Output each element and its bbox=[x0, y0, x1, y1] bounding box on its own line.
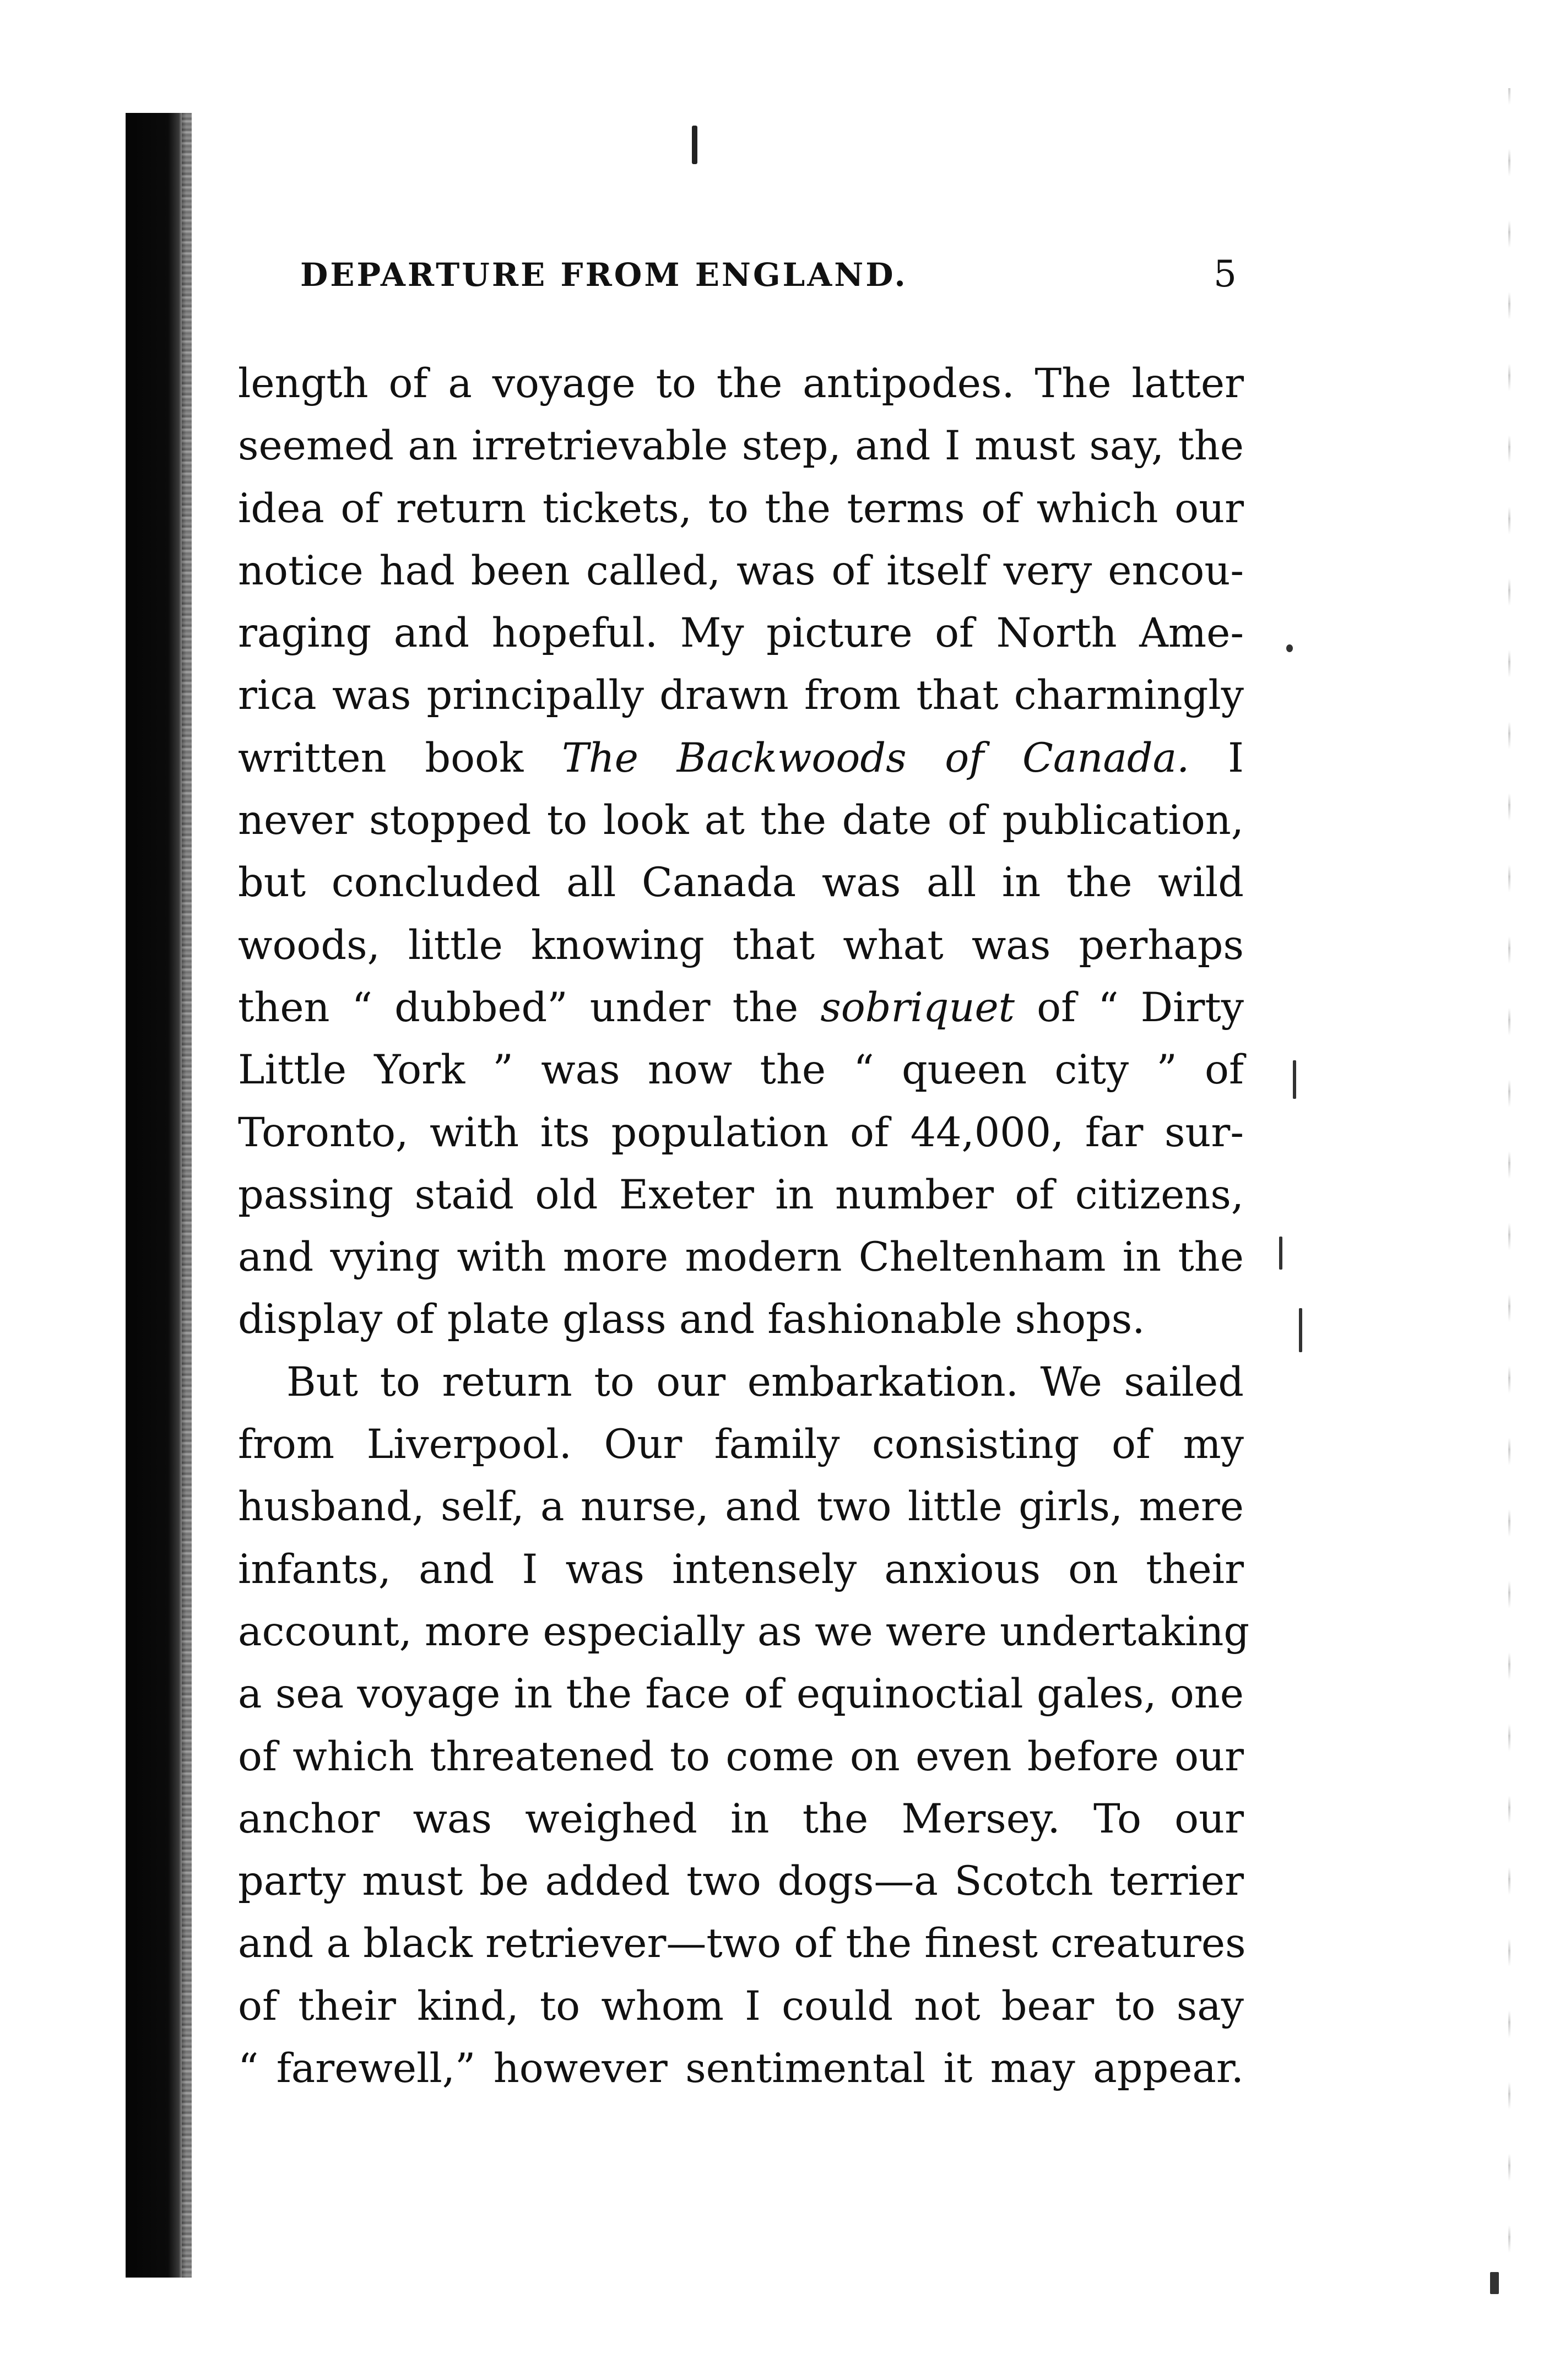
page-number: 5 bbox=[1214, 253, 1237, 295]
text-line: from Liverpool. Our family consisting of my bbox=[238, 1421, 1244, 1468]
text-segment: written book bbox=[238, 734, 562, 782]
text-line: But to return to our embarkation. We sailed bbox=[286, 1358, 1244, 1406]
text-line bbox=[238, 1102, 1244, 1164]
text-line: of which threatened to come on even before our bbox=[238, 1733, 1244, 1780]
text-line: account, more especially as we were undertaking bbox=[238, 1608, 1250, 1655]
body-text bbox=[238, 353, 1250, 2100]
running-head bbox=[300, 253, 1237, 306]
text-segment: woods, little knowing that what was perhaps bbox=[238, 921, 1244, 969]
text-line: infants, and I was intensely anxious on their bbox=[238, 1546, 1244, 1593]
text-line: and a black retriever—two of the finest creatures bbox=[238, 1920, 1246, 1967]
text-segment: seemed an irretrievable step, and I must say, the bbox=[238, 422, 1244, 470]
text-segment: raging and hopeful. My picture of North Ame- bbox=[238, 610, 1244, 657]
paragraph-1 bbox=[238, 353, 1244, 1351]
scan-speck bbox=[1286, 644, 1293, 652]
text-line bbox=[238, 602, 1244, 664]
text-segment: display of plate glass and fashionable shops. bbox=[238, 1296, 1145, 1343]
text-line: “ farewell,” however sentimental it may appear. bbox=[238, 2045, 1244, 2092]
text-line bbox=[238, 789, 1244, 852]
text-segment: Little York ” was now the “ queen city ” of bbox=[238, 1047, 1244, 1094]
text-segment: length of a voyage to the antipodes. The latter bbox=[238, 360, 1244, 407]
text-line: of their kind, to whom I could not bear to say bbox=[238, 1982, 1244, 2030]
text-line bbox=[238, 914, 1244, 977]
text-line bbox=[238, 977, 1244, 1039]
text-segment: passing staid old Exeter in number of citizens, bbox=[238, 1171, 1244, 1218]
binding-shadow bbox=[126, 113, 186, 2278]
scan-speck bbox=[1279, 1237, 1282, 1270]
text-line: anchor was weighed in the Mersey. To our bbox=[238, 1795, 1244, 1842]
text-segment: Toronto, with its population of 44,000, far sur- bbox=[238, 1109, 1244, 1156]
text-line bbox=[238, 1039, 1244, 1101]
binding-edge bbox=[182, 113, 192, 2278]
text-segment: rica was principally drawn from that charmingly bbox=[238, 672, 1244, 719]
paragraph-2 bbox=[238, 1351, 1250, 2100]
scan-speck bbox=[1490, 2272, 1499, 2294]
text-line: husband, self, a nurse, and two little girls, mere bbox=[238, 1483, 1244, 1531]
text-line: a sea voyage in the face of equinoctial gales, one bbox=[238, 1671, 1244, 1718]
text-line: party must be added two dogs—a Scotch terrier bbox=[238, 1858, 1244, 1905]
running-title: DEPARTURE FROM ENGLAND. bbox=[300, 256, 908, 294]
text-line bbox=[238, 727, 1244, 789]
text-segment: but concluded all Canada was all in the wild bbox=[238, 859, 1244, 907]
text-segment: and vying with more modern Cheltenham in the bbox=[238, 1234, 1244, 1281]
italic-title: The Backwoods of Canada. bbox=[562, 734, 1190, 782]
text-line bbox=[238, 1226, 1244, 1288]
scan-speck bbox=[1293, 1060, 1296, 1099]
text-line bbox=[238, 415, 1244, 477]
text-segment: idea of return tickets, to the terms of which our bbox=[238, 485, 1244, 532]
text-segment: never stopped to look at the date of publication, bbox=[238, 797, 1244, 844]
text-line bbox=[238, 478, 1244, 540]
text-line bbox=[238, 540, 1244, 602]
text-segment: I bbox=[1189, 734, 1244, 782]
text-line bbox=[238, 1164, 1244, 1226]
page-right-edge bbox=[1508, 88, 1510, 2291]
text-line bbox=[238, 1288, 1244, 1351]
text-segment: notice had been called, was of itself very encou- bbox=[238, 547, 1244, 594]
text-segment: of “ Dirty bbox=[1015, 984, 1244, 1031]
text-line bbox=[238, 852, 1244, 914]
italic-title: sobriquet bbox=[820, 984, 1015, 1031]
scan-mark bbox=[692, 126, 697, 164]
text-segment: then “ dubbed” under the bbox=[238, 984, 821, 1031]
text-line bbox=[238, 664, 1244, 727]
text-line bbox=[238, 353, 1244, 415]
scan-speck bbox=[1299, 1308, 1302, 1352]
